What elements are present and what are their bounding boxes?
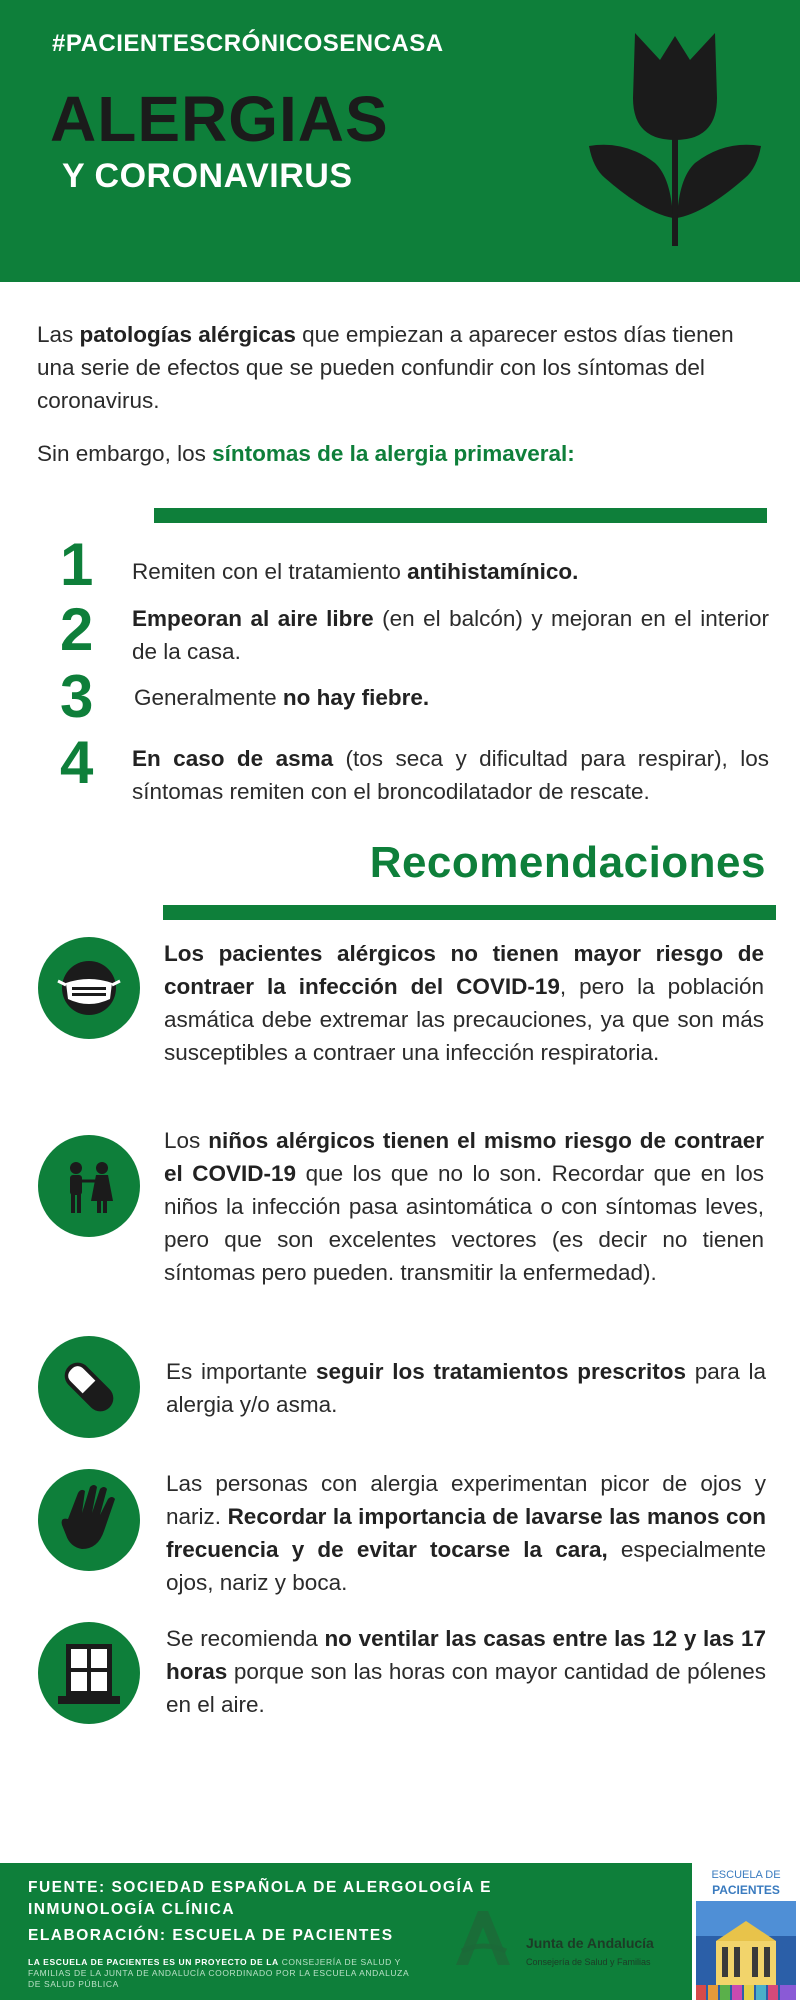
hashtag: #PACIENTESCRÓNICOSENCASA [52, 30, 444, 57]
icon-circle [38, 1622, 140, 1724]
junta-andalucia-logo [448, 1905, 518, 1971]
pill-icon [38, 1336, 140, 1438]
symptom-text: Empeoran al aire libre (en el balcón) y mejoran en el interior de la casa. [132, 606, 769, 664]
tulip-icon [585, 28, 765, 250]
escuela-pacientes-logo [692, 1863, 800, 2000]
icon-circle [38, 937, 140, 1039]
recommendation-text: Los niños alérgicos tienen el mismo riesgo de contraer el COVID-19 que los que no lo son. Recordar que en los niños la infección pasa asintomática o con síntomas leves, pero que son excelentes vectores (es decir no tienen síntomas pero pueden. transmitir la enfermedad). [164, 1128, 764, 1285]
recommendations-title: Recomendaciones [369, 838, 766, 887]
footer [0, 1863, 692, 2000]
window-icon [38, 1622, 140, 1724]
recommendation-text: Las personas con alergia experimentan picor de ojos y nariz. Recordar la importancia de lavarse las manos con frecuencia y de evitar tocarse la cara, especialmente ojos, nariz y boca. [166, 1471, 767, 1595]
footer-note: LA ESCUELA DE PACIENTES ES UN PROYECTO DE LA CONSEJERÍA DE SALUD Y FAMILIAS DE LA JUNTA DE ANDALUCÍA COORDINADO POR LA ESCUELA ANDALUZA DE SALUD PÚBLICA [28, 1957, 409, 1989]
intro-paragraph-2: Sin embargo, los síntomas de la alergia primaveral: [37, 441, 575, 466]
footer-elaboration: ELABORACIÓN: ESCUELA DE PACIENTES [28, 1927, 394, 1944]
icon-circle [38, 1336, 140, 1438]
divider-bar-recommendations [163, 905, 776, 920]
intro-text [37, 318, 769, 490]
children-icon [38, 1135, 140, 1237]
recommendation-text: Los pacientes alérgicos no tienen mayor riesgo de contraer la infección del COVID-19, pero la población asmática debe extremar las precauciones, ya que son más susceptibles a contraer una infección respiratoria. [164, 941, 764, 1065]
symptom-text: Remiten con el tratamiento antihistamínico. [132, 559, 579, 584]
icon-circle [38, 1469, 140, 1571]
symptom-number: 3 [60, 663, 94, 730]
divider-bar-top [154, 508, 767, 523]
page-subtitle: Y CORONAVIRUS [62, 157, 353, 195]
footer-source: FUENTE: SOCIEDAD ESPAÑOLA DE ALERGOLOGÍA E INMUNOLOGÍA CLÍNICA [28, 1879, 493, 1918]
recommendation-text: Es importante seguir los tratamientos prescritos para la alergia y/o asma. [166, 1359, 766, 1417]
header-banner [0, 0, 800, 282]
page-title: ALERGIAS [50, 83, 389, 155]
junta-name: Junta de Andalucía [526, 1935, 654, 1951]
escuela-label-1: ESCUELA DE [711, 1869, 781, 1881]
symptom-text: En caso de asma (tos seca y dificultad para respirar), los síntomas remiten con el broncodilatador de rescate. [132, 746, 770, 804]
symptom-number: 1 [60, 531, 94, 598]
building-illustration-icon [696, 1901, 796, 2000]
icon-circle [38, 1135, 140, 1237]
junta-subtitle: Consejería de Salud y Familias [526, 1957, 651, 1967]
symptom-number: 4 [60, 729, 94, 796]
mask-icon [38, 937, 140, 1039]
symptom-text: Generalmente no hay fiebre. [134, 685, 430, 710]
escuela-label-2: PACIENTES [712, 1883, 780, 1897]
intro-paragraph-1: Las patologías alérgicas que empiezan a aparecer estos días tienen una serie de efectos que se pueden confundir con los síntomas del coronavirus. [37, 322, 734, 413]
hand-icon [38, 1469, 140, 1571]
recommendation-text: Se recomienda no ventilar las casas entre las 12 y las 17 horas porque son las horas con mayor cantidad de pólenes en el aire. [166, 1626, 766, 1717]
symptom-number: 2 [60, 596, 94, 663]
